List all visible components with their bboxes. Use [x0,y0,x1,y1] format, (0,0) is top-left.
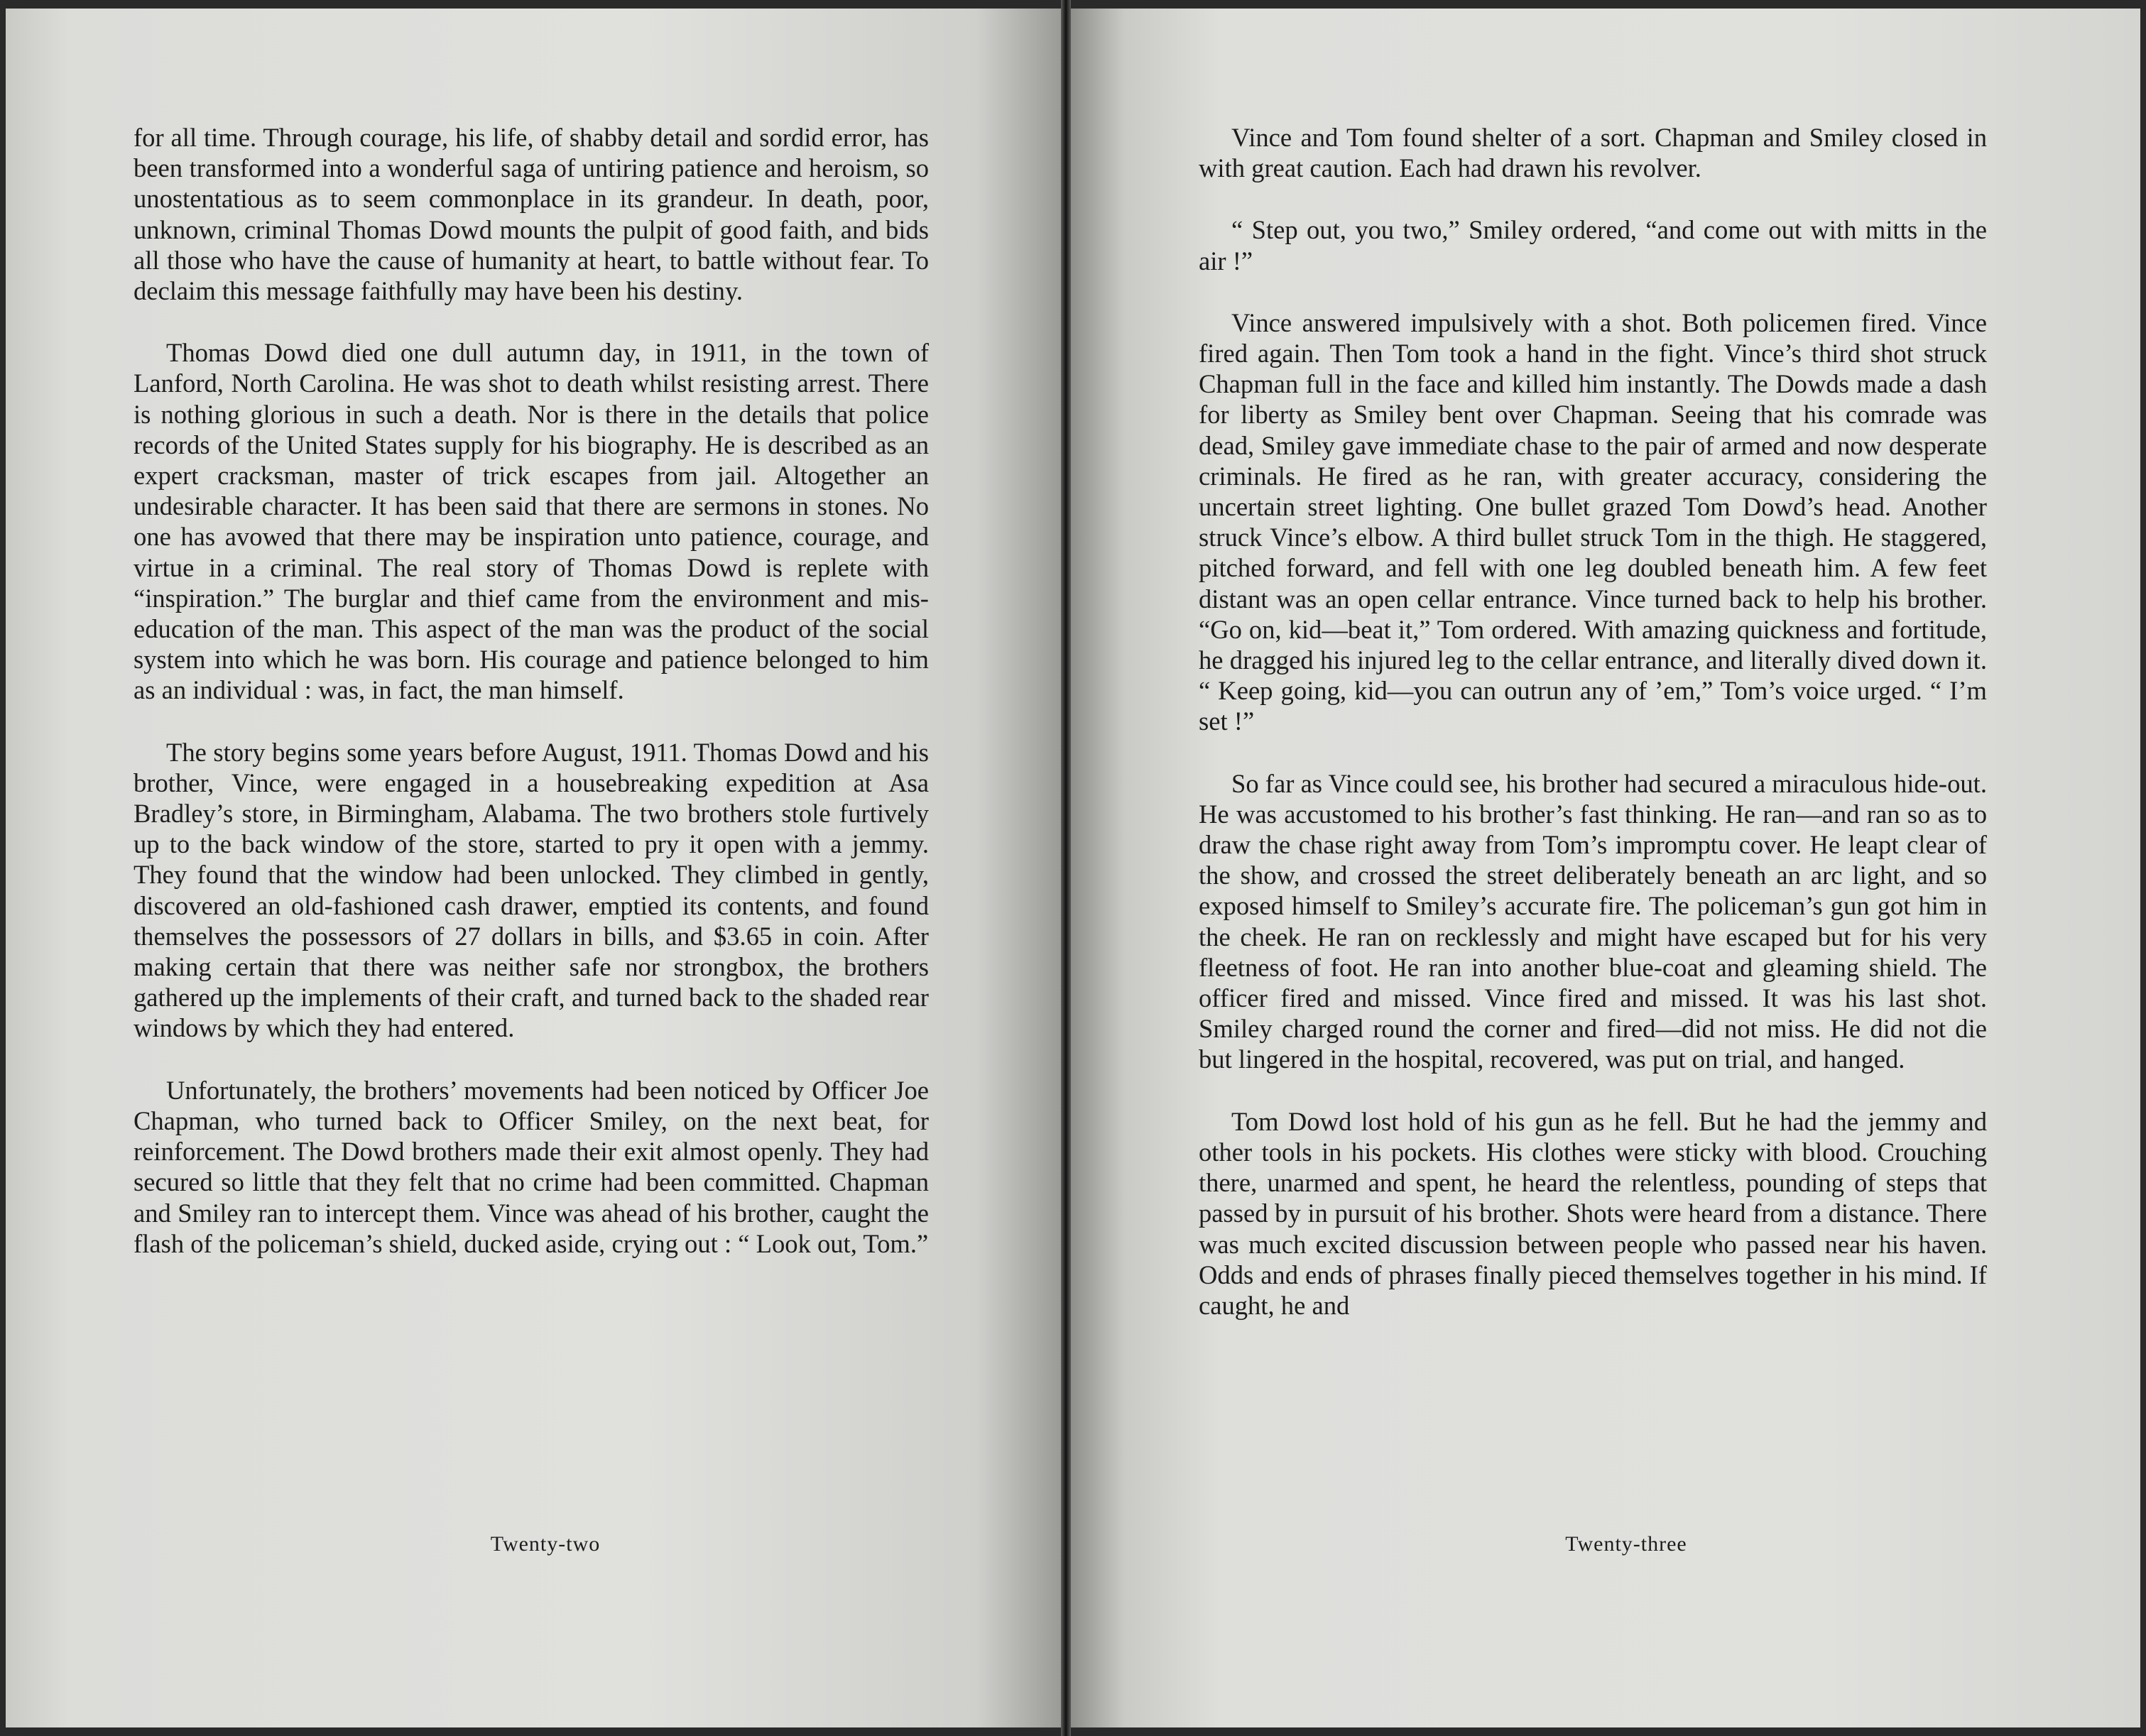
book-gutter [1061,0,1071,1736]
left-paragraph-2: Thomas Dowd died one dull autumn day, in 1911, in the town of Lanford, North Carolina. He was shot to death whilst resisting arrest. There is nothing glorious in such a death. Nor is there in the details that police records of the United States supply for his biography. He is described as an expert cracksman, master of trick escapes from jail. Altogether an undesirable character. It has been said that there are sermons in stones. No one has avowed that there may be inspiration unto patience, courage, and virtue in a criminal. The real story of Thomas Dowd is replete with “inspiration.” The burglar and thief came from the environment and mis-education of the man. This aspect of the man was the product of the social system into which he was born. His courage and patience belonged to him as an individual : was, in fact, the man himself. [134,338,929,705]
right-paragraph-1: Vince and Tom found shelter of a sort. Chapman and Smiley closed in with great caution. Each had drawn his revolver. [1199,123,1987,183]
right-paragraph-2: “ Step out, you two,” Smiley ordered, “and come out with mitts in the air !” [1199,215,1987,275]
right-paragraph-5: Tom Dowd lost hold of his gun as he fell. But he had the jemmy and other tools in his pockets. His clothes were sticky with blood. Crouching there, unarmed and spent, he heard the relentless, pounding of steps that passed by in pursuit of his brother. Shots were heard from a distance. There was much excited discussion between people who passed near his haven. Odds and ends of phrases finally pieced themselves together in his mind. If caught, he and [1199,1106,1987,1320]
left-page-number: Twenty-two [490,1532,601,1556]
left-page-text [134,122,929,1290]
right-page [1071,9,2140,1727]
left-paragraph-1: for all time. Through courage, his life, of shabby detail and sordid error, has been transformed into a wonderful saga of untiring patience and heroism, so unostentatious as to seem commonplace in its grandeur. In death, poor, unknown, criminal Thomas Dowd mounts the pulpit of good faith, and bids all those who have the cause of humanity at heart, to battle without fear. To declaim this message faithfully may have been his destiny. [134,123,929,306]
left-page [6,9,1061,1727]
right-page-number: Twenty-three [1565,1532,1687,1556]
right-paragraph-3: Vince answered impulsively with a shot. Both policemen fired. Vince fired again. Then Tom took a hand in the fight. Vince’s third shot struck Chapman full in the face and killed him instantly. The Dowds made a dash for liberty as Smiley bent over Chapman. Seeing that his comrade was dead, Smiley gave immediate chase to the pair of armed and now desperate criminals. He fired as he ran, with greater accuracy, considering the uncertain street lighting. One bullet grazed Tom Dowd’s head. Another struck Vince’s elbow. A third bullet struck Tom in the thigh. He staggered, pitched forward, and fell with one leg doubled beneath him. A few feet distant was an open cellar entrance. Vince turned back to help his brother. “Go on, kid—beat it,” Tom ordered. With amazing quickness and fortitude, he dragged his injured leg to the cellar entrance, and literally dived down it. “ Keep going, kid—you can outrun any of ’em,” Tom’s voice urged. “ I’m set !” [1199,307,1987,736]
left-paragraph-4: Unfortunately, the brothers’ movements had been noticed by Officer Joe Chapman, who turned back to Officer Smiley, on the next beat, for reinforcement. The Dowd brothers made their exit almost openly. They had secured so little that they felt that no crime had been committed. Chapman and Smiley ran to intercept them. Vince was ahead of his brother, caught the flash of the policeman’s shield, ducked aside, crying out : “ Look out, Tom.” [134,1075,929,1258]
right-page-text [1199,122,1987,1352]
left-paragraph-3: The story begins some years before August, 1911. Thomas Dowd and his brother, Vince, were engaged in a housebreaking expedition at Asa Bradley’s store, in Birmingham, Alabama. The two brothers stole furtively up to the back window of the store, started to pry it open with a jemmy. They found that the window had been unlocked. They climbed in gently, discovered an old-fashioned cash drawer, emptied its contents, and found themselves the possessors of 27 dollars in bills, and $3.65 in coin. After making certain that there was neither safe nor strongbox, the brothers gathered up the implements of their craft, and turned back to the shaded rear windows by which they had entered. [134,737,929,1043]
right-paragraph-4: So far as Vince could see, his brother had secured a miraculous hide-out. He was accustomed to his brother’s fast thinking. He ran—and ran so as to draw the chase right away from Tom’s impromptu cover. He leapt clear of the show, and crossed the street deliberately beneath an arc light, and so exposed himself to Smiley’s accurate fire. The policeman’s gun got him in the cheek. He ran on recklessly and might have escaped but for his very fleetness of foot. He ran into another blue-coat and gleaming shield. The officer fired and missed. Vince fired and missed. It was his last shot. Smiley charged round the corner and fired—did not miss. He did not die but lingered in the hospital, recovered, was put on trial, and hanged. [1199,768,1987,1074]
